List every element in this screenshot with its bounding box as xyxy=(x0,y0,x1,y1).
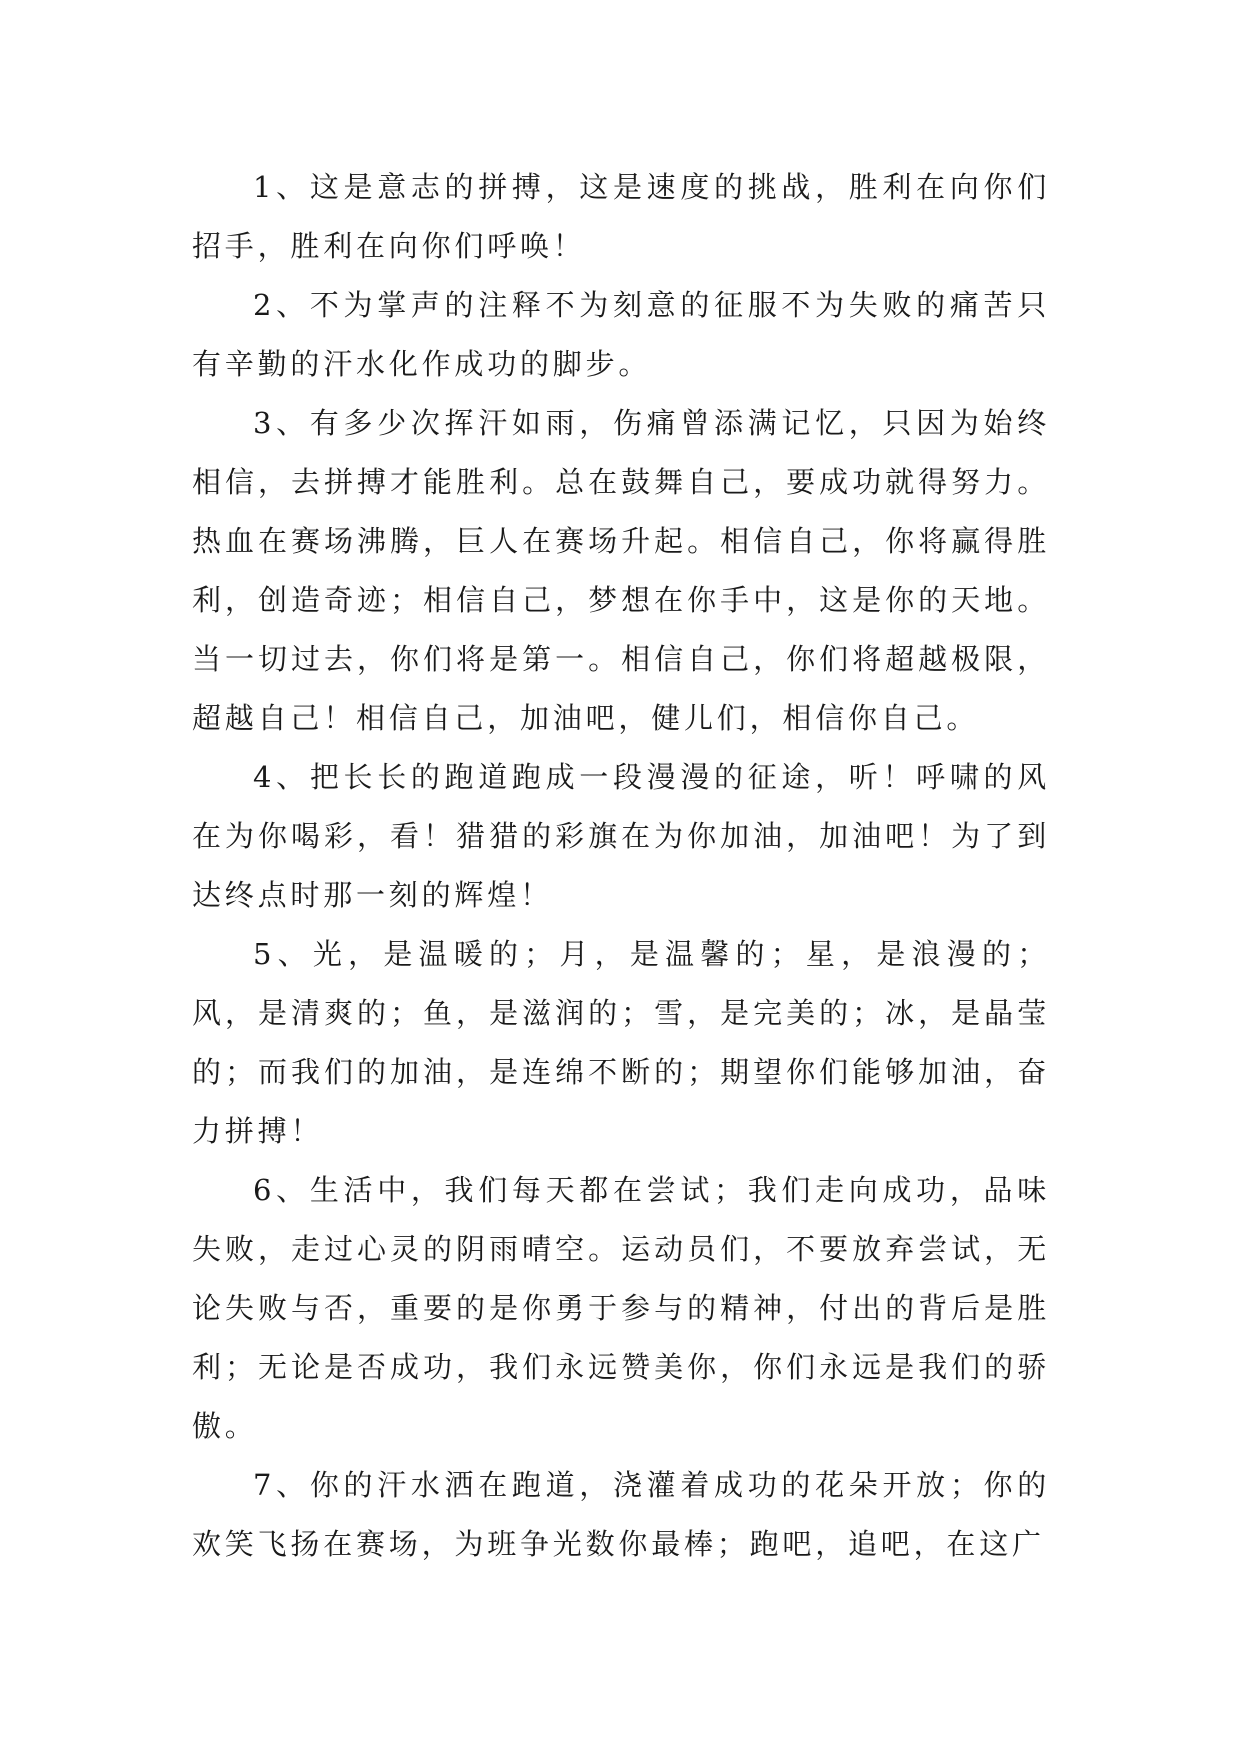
paragraph-5: 5、光，是温暖的；月，是温馨的；星，是浪漫的；风，是清爽的；鱼，是滋润的；雪，是完美的；冰，是晶莹的；而我们的加油，是连绵不断的；期望你们能够加油，奋力拼搏！ xyxy=(192,937,1050,1148)
paragraph-6: 6、生活中，我们每天都在尝试；我们走向成功，品味失败，走过心灵的阴雨晴空。运动员们，不要放弃尝试，无论失败与否，重要的是你勇于参与的精神，付出的背后是胜利；无论是否成功，我们永远赞美你，你们永远是我们的骄傲。 xyxy=(192,1173,1050,1443)
paragraph-4: 4、把长长的跑道跑成一段漫漫的征途，听！呼啸的风在为你喝彩，看！猎猎的彩旗在为你加油，加油吧！为了到达终点时那一刻的辉煌！ xyxy=(192,760,1050,912)
paragraph-1: 1、这是意志的拼搏，这是速度的挑战，胜利在向你们招手，胜利在向你们呼唤！ xyxy=(192,170,1050,263)
document-body xyxy=(192,158,1050,1574)
paragraph-3: 3、有多少次挥汗如雨，伤痛曾添满记忆，只因为始终相信，去拼搏才能胜利。总在鼓舞自己，要成功就得努力。热血在赛场沸腾，巨人在赛场升起。相信自己，你将赢得胜利，创造奇迹；相信自己，梦想在你手中，这是你的天地。当一切过去，你们将是第一。相信自己，你们将超越极限，超越自己！相信自己，加油吧，健儿们，相信你自己。 xyxy=(192,406,1050,735)
paragraph-7: 7、你的汗水洒在跑道，浇灌着成功的花朵开放；你的欢笑飞扬在赛场，为班争光数你最棒；跑吧，追吧，在这广 xyxy=(192,1468,1050,1561)
paragraph-2: 2、不为掌声的注释不为刻意的征服不为失败的痛苦只有辛勤的汗水化作成功的脚步。 xyxy=(192,288,1050,381)
